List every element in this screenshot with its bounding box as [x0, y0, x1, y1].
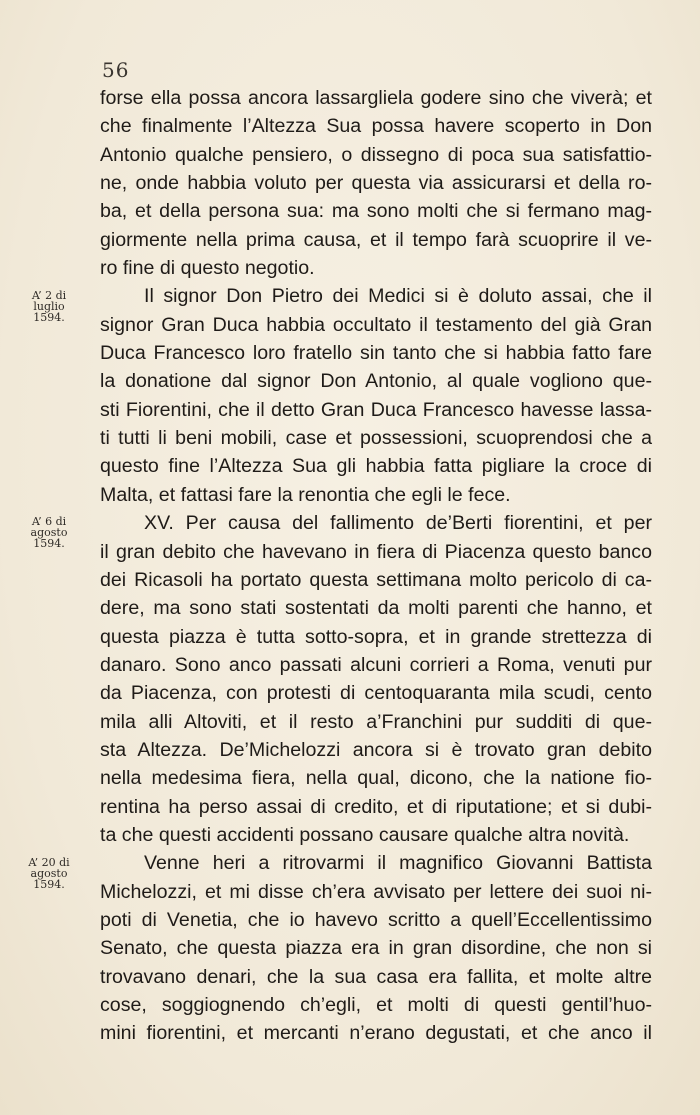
text-line: sta Altezza. De’Michelozzi ancora si è trovato gran debito: [100, 738, 652, 761]
text-line: sti Fiorentini, che il detto Gran Duca Francesco havesse lassa-: [100, 398, 652, 421]
margin-note-line: luglio: [33, 300, 65, 313]
text-line: ti tutti li beni mobili, case et possessioni, scuoprendosi che a: [100, 427, 652, 450]
text-line: Malta, et fattasi fare la renontia che egli le fece.: [100, 483, 511, 506]
text-line: Antonio qualche pensiero, o dissegno di poca sua satisfattio-: [100, 143, 652, 166]
margin-note-date: [20, 516, 78, 549]
text-line: Senato, che questa piazza era in gran disordine, che non si: [100, 937, 652, 960]
margin-note-line: A’ 6 di: [31, 515, 67, 528]
text-line: la donatione dal signor Don Antonio, al quale vogliono que-: [100, 370, 652, 393]
text-line: rentina ha perso assai di credito, et di riputatione; et si dubi-: [100, 795, 652, 818]
margin-note-line: A’ 20 di: [28, 856, 70, 869]
text-line: Il signor Don Pietro dei Medici si è doluto assai, che il: [144, 285, 652, 308]
body-text: [100, 84, 652, 1048]
text-line: ta che questi accidenti possano causare qualche altra novità.: [100, 823, 630, 846]
margin-note-line: 1594.: [33, 878, 65, 891]
text-line: danaro. Sono anco passati alcuni corrieri a Roma, venuti pur: [100, 653, 652, 676]
text-line: XV. Per causa del fallimento de’Berti fiorentini, et per: [144, 512, 652, 535]
text-line: dere, ma sono stati sostentati da molti parenti che hanno, et: [100, 597, 652, 620]
text-line: ba, et della persona sua: ma sono molti che si fermano mag-: [100, 200, 652, 223]
text-line: Michelozzi, et mi disse ch’era avvisato per lettere dei suoi ni-: [100, 880, 652, 903]
page-number: 56: [102, 58, 130, 82]
text-line: che finalmente l’Altezza Sua possa havere scoperto in Don: [100, 115, 652, 138]
text-line: trovavano denari, che la sua casa era fallita, et molte altre: [100, 965, 652, 988]
text-line: forse ella possa ancora lassargliela godere sino che viverà; et: [100, 87, 652, 109]
text-line: nella medesima fiera, nella qual, dicono, che la natione fio-: [100, 767, 652, 790]
text-line: ne, onde habbia voluto per questa via assicurarsi et della ro-: [100, 172, 652, 195]
text-line: mila alli Altoviti, et il resto a’Franchini pur sudditi di que-: [100, 710, 652, 733]
text-line: signor Gran Duca habbia occultato il testamento del già Gran: [100, 313, 652, 336]
margin-note-line: A’ 2 di: [31, 289, 67, 302]
margin-note-line: 1594.: [33, 537, 65, 550]
margin-note-date: [20, 290, 78, 323]
text-line: ro fine di questo negotio.: [100, 257, 315, 280]
text-line: questo fine l’Altezza Sua gli habbia fatta pigliare la croce di: [100, 455, 652, 478]
text-line: da Piacenza, con protesti di centoquaranta mila scudi, cento: [100, 682, 652, 705]
margin-note-line: 1594.: [33, 311, 65, 324]
text-line: dei Ricasoli ha portato questa settimana molto pericolo di ca-: [100, 568, 652, 591]
text-line: Duca Francesco loro fratello sin tanto che si habbia fatto fare: [100, 342, 652, 365]
text-line: il gran debito che havevano in fiera di Piacenza questo banco: [100, 540, 652, 563]
text-line: mini fiorentini, et mercanti n’erano degustati, et che anco il: [100, 1022, 652, 1045]
margin-note-date: [20, 857, 78, 890]
margin-note-line: agosto: [30, 526, 68, 539]
text-line: Venne heri a ritrovarmi il magnifico Giovanni Battista: [144, 852, 652, 875]
text-line: giormente nella prima causa, et il tempo farà scuoprire il ve-: [100, 228, 652, 251]
text-line: poti di Venetia, che io havevo scritto a quell’Eccellentissimo: [100, 908, 652, 931]
text-line: cose, soggiognendo ch’egli, et molti di questi gentil’huo-: [100, 994, 652, 1016]
text-line: questa piazza è tutta sotto-sopra, et in grande strettezza di: [100, 625, 652, 648]
margin-note-line: agosto: [30, 867, 68, 880]
